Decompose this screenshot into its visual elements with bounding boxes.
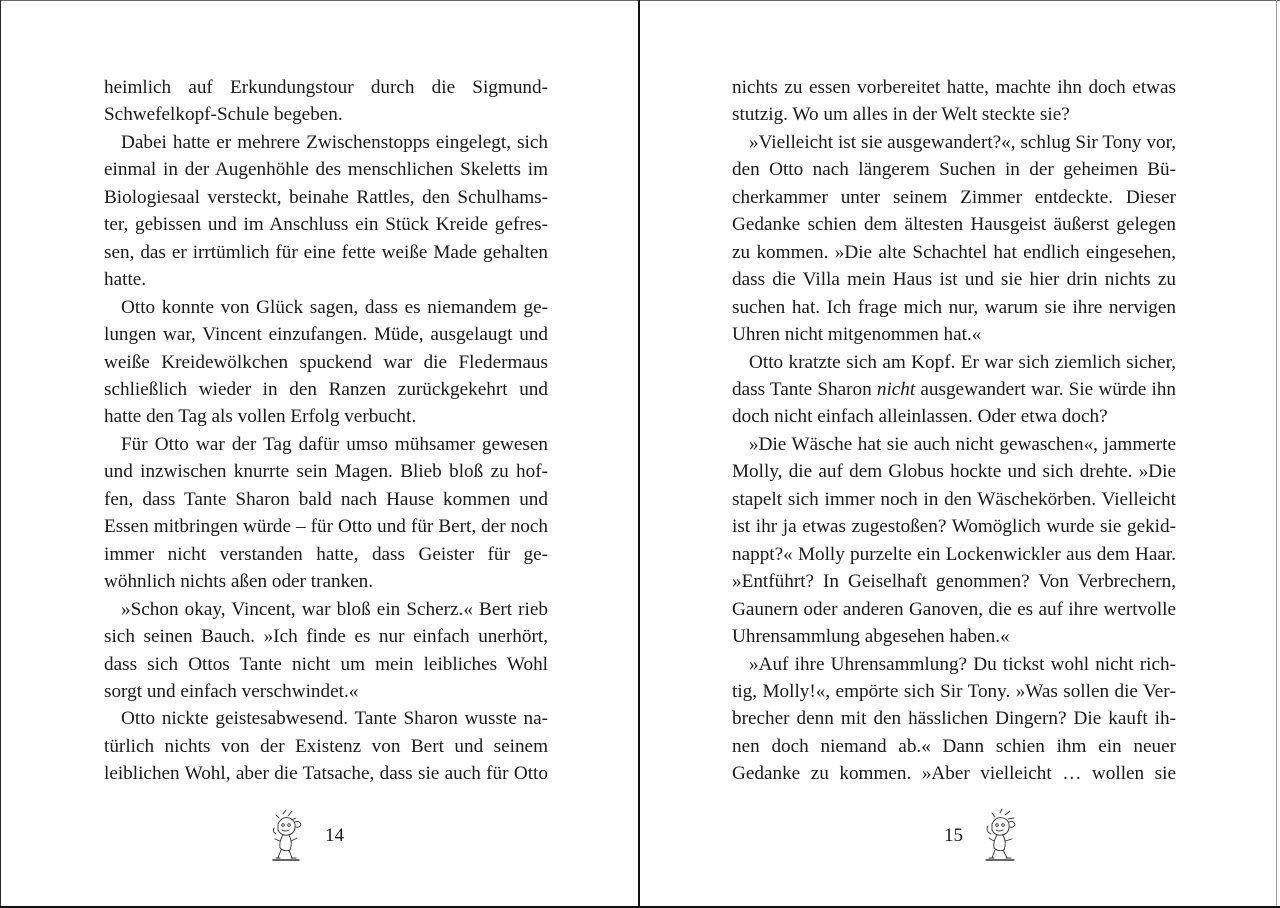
cartoon-character-ornament-icon [269, 808, 305, 864]
paragraph: Otto konnte von Glück sagen, dass es niemandem gelungen war, Vincent einzufangen. Müde, ausgelaugt und weiße Kreidewölkchen spuckend war die Fledermaus schließlich wieder in den Ranzen zurückgekehrt und hatte den Tag als vollen Erfolg verbucht. [104, 296, 548, 428]
paragraph: Dabei hatte er mehrere Zwischenstopps eingelegt, sich einmal in der Augenhöhle des menschlichen Skeletts im Biologiesaal versteckt, beinahe Rattles, den Schulhamster, gebissen und im Anschluss ein Stück Kreide gefressen, das er irrtümlich für eine fette weiße Made gehalten hatte. [104, 131, 548, 291]
paragraph: nichts zu essen vorbereitet hatte, machte ihn doch etwas stutzig. Wo um alles in der Welt steckte sie? [732, 77, 1176, 126]
page-number: 15 [944, 825, 963, 846]
cartoon-character-ornament-icon [983, 808, 1019, 864]
right-page [640, 0, 1278, 906]
paragraph [732, 349, 1176, 431]
paragraph: Otto nickte geistesabwesend. Tante Sharon wusste natürlich nichts von der Existenz von Bert und seinem leiblichen Wohl, aber die Tatsache, dass sie auch für Otto [104, 708, 548, 785]
paragraph-text: Otto kratzte sich am Kopf. Er war sich ziemlich sicher, dass Tante Sharon [732, 351, 1176, 400]
page-number: 14 [325, 825, 344, 846]
left-page [1, 0, 639, 906]
paragraph: »Vielleicht ist sie ausgewandert?«, schlug Sir Tony vor, den Otto nach längerem Suchen in der geheimen Bücherkammer unter seinem Zimmer entdeckte. Dieser Gedanke schien dem ältesten Hausgeist äußerst gelegen zu kommen. »Die alte Schachtel hat endlich eingesehen, dass die Villa mein Haus ist und sie hier drin nichts zu suchen hat. Ich frage mich nur, warum sie ihre nervigen Uhren nicht mitgenommen hat.« [732, 131, 1176, 346]
left-page-footer [269, 806, 344, 866]
paragraph: Für Otto war der Tag dafür umso mühsamer gewesen und inzwischen knurrte sein Magen. Blieb bloß zu hoffen, dass Tante Sharon bald nach Hause kommen und Essen mitbringen würde – für Otto und für Bert, der noch immer nicht verstanden hatte, dass Geister für gewöhnlich nichts aßen oder tranken. [104, 433, 548, 593]
paragraph-text: ausgewandert war. Sie würde ihn doch nicht einfach alleinlassen. Oder etwa doch? [732, 378, 1176, 428]
emphasized-word: nicht [876, 378, 916, 400]
paragraph: »Die Wäsche hat sie auch nicht gewaschen«, jammerte Molly, die auf dem Globus hockte und sich drehte. »Die stapelt sich immer noch in den Wäschekörben. Vielleicht ist ihr ja etwas zugestoßen? Womöglich wurde sie gekidnappt?« Molly purzelte ein Lockenwickler aus dem Haar. »Entführt? In Geiselhaft genommen? Von Verbrechern, Gaunern oder anderen Ganoven, die es auf ihre wertvolle Uhrensammlung abgesehen haben.« [732, 433, 1176, 648]
right-page-footer [944, 806, 1019, 866]
paragraph: »Schon okay, Vincent, war bloß ein Scherz.« Bert rieb sich seinen Bauch. »Ich finde es nur einfach unerhört, dass sich Ottos Tante nicht um mein leibliches Wohl sorgt und einfach verschwindet.« [104, 598, 548, 702]
right-page-body-text [732, 74, 1176, 788]
paragraph: »Auf ihre Uhrensammlung? Du tickst wohl nicht richtig, Molly!«, empörte sich Sir Tony. »Was sollen die Verbrecher denn mit den hässlichen Dingern? Die kauft ihnen doch niemand ab.« Dann schien ihm ein neuer Gedanke zu kommen. »Aber vielleicht … wollen sie [732, 653, 1176, 785]
paragraph: heimlich auf Erkundungstour durch die Sigmund-Schwefelkopf-Schule begeben. [104, 77, 548, 126]
left-page-body-text [104, 74, 548, 788]
